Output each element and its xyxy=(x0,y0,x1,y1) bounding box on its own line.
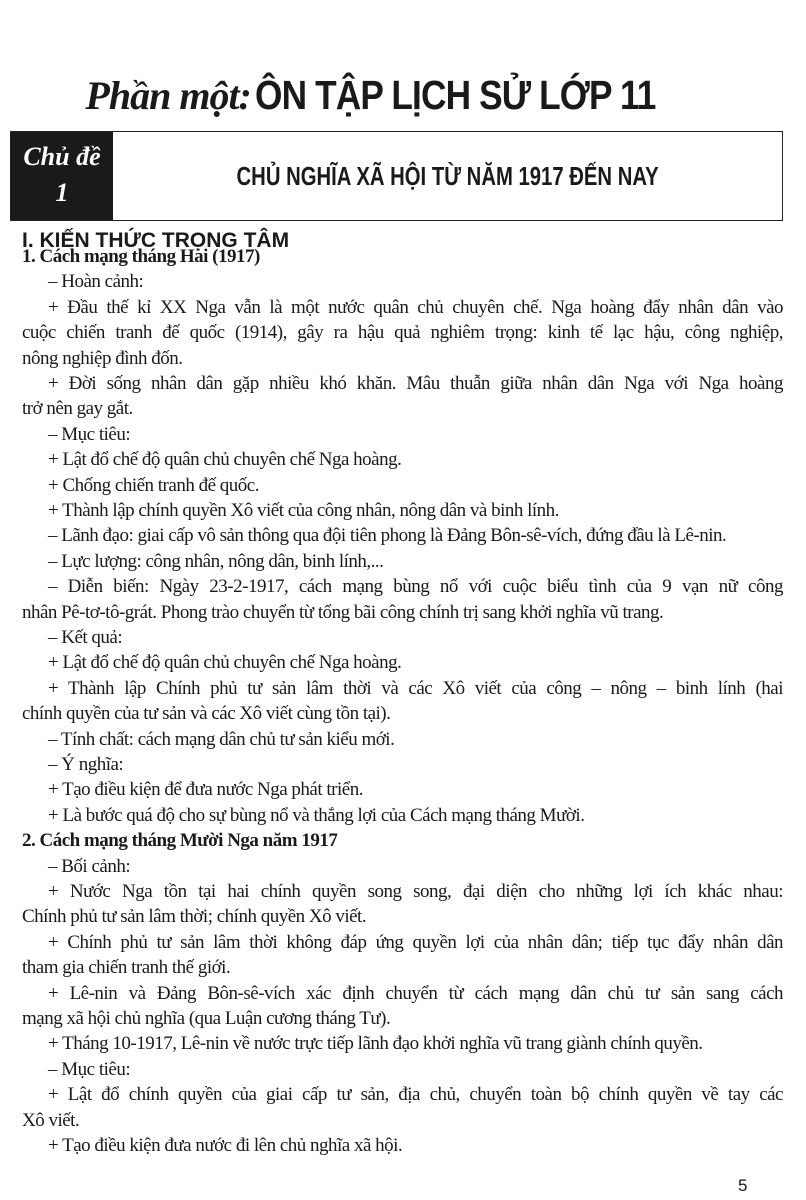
paragraph xyxy=(22,777,783,802)
paragraph xyxy=(22,752,783,777)
text-line: 2. Cách mạng tháng Mười Nga năm 1917 xyxy=(22,830,338,852)
section-heading: I. KIẾN THỨC TRỌNG TÂM xyxy=(22,229,290,252)
paragraph xyxy=(22,1082,783,1133)
text-line: + Thành lập Chính phủ tư sản lâm thời và các Xô viết của công – nông – binh lính (hai xyxy=(48,677,783,699)
paragraph xyxy=(22,727,783,752)
text-line: + Đời sống nhân dân gặp nhiều khó khăn. Mâu thuẫn giữa nhân dân Nga với Nga hoàng xyxy=(48,373,783,394)
part-title xyxy=(0,72,806,119)
topic-name xyxy=(113,132,782,220)
text-line: + Đầu thế kỉ XX Nga vẫn là một nước quân chủ chuyên chế. Nga hoàng đẩy nhân dân vào xyxy=(48,296,783,318)
text-line: + Nước Nga tồn tại hai chính quyền song song, đại diện cho những lợi ích khác nhau: xyxy=(48,881,783,903)
topic-label: Chủ đề xyxy=(23,142,101,171)
document-body xyxy=(22,244,783,1158)
paragraph xyxy=(22,295,783,371)
paragraph xyxy=(22,549,783,574)
part-title-prefix: Phần một: xyxy=(85,73,251,118)
text-line: – Lực lượng: công nhân, nông dân, binh lính,... xyxy=(48,550,384,572)
topic-number: 1 xyxy=(55,178,69,207)
text-line: trở nên gay gắt. xyxy=(22,398,133,420)
text-line: – Mục tiêu: xyxy=(48,423,131,445)
paragraph xyxy=(22,1057,783,1082)
paragraph xyxy=(22,1031,783,1056)
text-line: Chính phủ tư sản lâm thời; chính quyền Xô viết. xyxy=(22,906,367,928)
text-line: + Tháng 10-1917, Lê-nin về nước trực tiếp lãnh đạo khởi nghĩa vũ trang giành chính quyền. xyxy=(48,1033,703,1055)
paragraph xyxy=(22,574,783,625)
text-line: – Mục tiêu: xyxy=(48,1058,131,1080)
paragraph xyxy=(22,498,783,523)
text-line: – Hoàn cảnh: xyxy=(48,271,144,293)
text-line: + Lê-nin và Đảng Bôn-sê-vích xác định chuyển từ cách mạng dân chủ tư sản sang cách xyxy=(48,982,783,1004)
paragraph xyxy=(22,422,783,447)
text-line: + Lật đổ chế độ quân chủ chuyên chế Nga hoàng. xyxy=(48,449,402,471)
paragraph xyxy=(22,473,783,498)
part-title-main: ÔN TẬP LỊCH SỬ LỚP 11 xyxy=(254,72,656,118)
paragraph xyxy=(22,981,783,1032)
paragraph xyxy=(22,854,783,879)
text-line: 1. Cách mạng tháng Hai (1917) xyxy=(22,246,260,267)
paragraph xyxy=(22,650,783,675)
text-line: chính quyền của tư sản và các Xô viết cùng tồn tại). xyxy=(22,703,391,725)
text-line: mạng xã hội chủ nghĩa (qua Luận cương tháng Tư). xyxy=(22,1008,391,1030)
text-line: nông nghiệp đình đốn. xyxy=(22,347,183,369)
topic-banner xyxy=(10,131,783,221)
text-line: – Kết quả: xyxy=(48,627,123,649)
text-line: – Lãnh đạo: giai cấp vô sản thông qua đội tiên phong là Đảng Bôn-sê-vích, đứng đầu là Lê-nin. xyxy=(48,525,727,547)
text-line: + Tạo điều kiện đưa nước đi lên chủ nghĩa xã hội. xyxy=(48,1135,403,1157)
paragraph xyxy=(22,625,783,650)
paragraph xyxy=(22,269,783,294)
paragraph xyxy=(22,930,783,981)
text-line: tham gia chiến tranh thế giới. xyxy=(22,957,231,979)
topic-name-text: CHỦ NGHĨA XÃ HỘI TỪ NĂM 1917 ĐẾN NAY xyxy=(236,160,659,191)
subsection-heading xyxy=(22,244,783,269)
paragraph xyxy=(22,447,783,472)
text-line: – Ý nghĩa: xyxy=(48,754,124,776)
page-number: 5 xyxy=(738,1176,748,1195)
subsection-heading xyxy=(22,828,783,853)
paragraph xyxy=(22,676,783,727)
text-line: + Lật đổ chính quyền của giai cấp tư sản, địa chủ, chuyển toàn bộ chính quyền về tay các xyxy=(48,1084,783,1106)
text-line: – Tính chất: cách mạng dân chủ tư sản kiểu mới. xyxy=(48,728,395,750)
paragraph xyxy=(22,371,783,422)
text-line: Xô viết. xyxy=(22,1109,80,1131)
paragraph xyxy=(22,879,783,930)
text-line: + Tạo điều kiện để đưa nước Nga phát triển. xyxy=(48,779,363,801)
paragraph xyxy=(22,803,783,828)
topic-badge xyxy=(11,132,113,220)
paragraph xyxy=(22,1133,783,1158)
text-line: cuộc chiến tranh đế quốc (1914), gây ra hậu quả nghiêm trọng: kinh tế lạc hậu, công nghiệp, xyxy=(22,322,783,344)
text-line: + Thành lập chính quyền Xô viết của công nhân, nông dân và binh lính. xyxy=(48,500,559,522)
text-line: + Lật đổ chế độ quân chủ chuyên chế Nga hoàng. xyxy=(48,652,402,674)
text-line: – Bối cảnh: xyxy=(48,855,131,877)
text-line: nhân Pê-tơ-tô-grát. Phong trào chuyển từ tổng bãi công chính trị sang khởi nghĩa vũ trang. xyxy=(22,601,664,623)
text-line: + Chống chiến tranh đế quốc. xyxy=(48,474,259,496)
text-line: + Chính phủ tư sản lâm thời không đáp ứng quyền lợi của nhân dân; tiếp tục đẩy nhân dân xyxy=(48,931,783,953)
paragraph xyxy=(22,523,783,548)
text-line: + Là bước quá độ cho sự bùng nổ và thắng lợi của Cách mạng tháng Mười. xyxy=(48,804,585,826)
text-line: – Diễn biến: Ngày 23-2-1917, cách mạng bùng nổ với cuộc biểu tình của 9 vạn nữ công xyxy=(48,576,783,598)
